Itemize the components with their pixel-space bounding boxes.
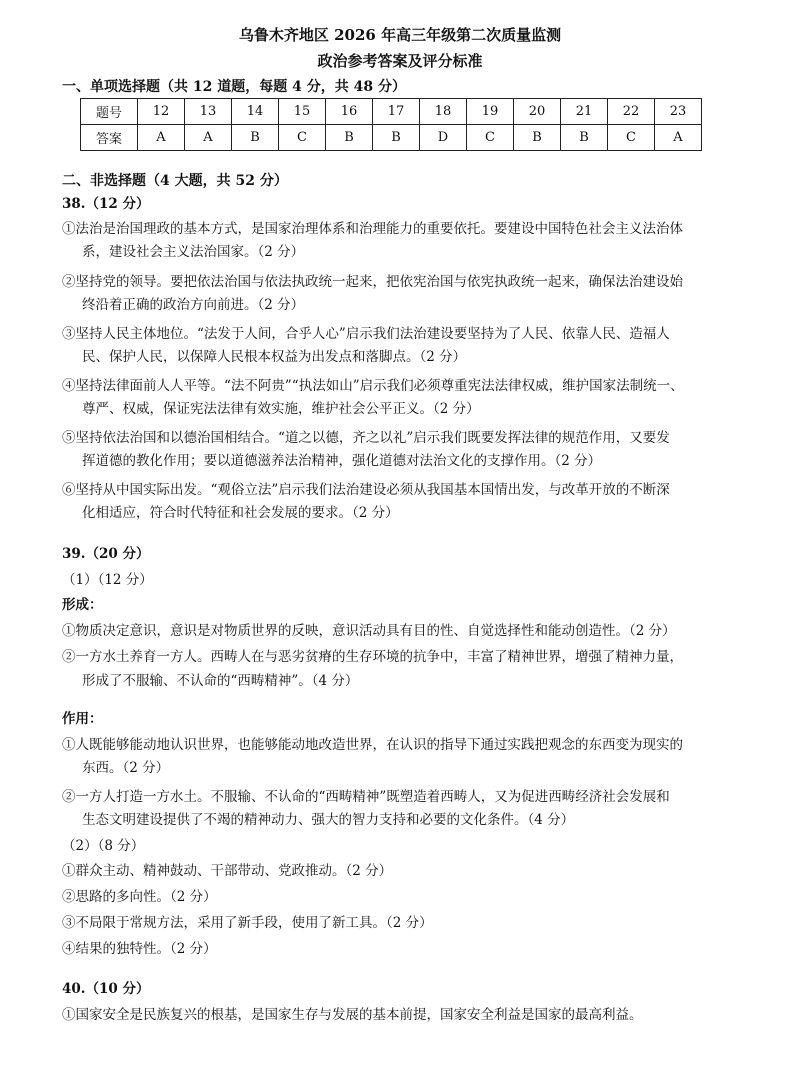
question-number: 19 <box>467 99 514 125</box>
q40-line: ①国家安全是民族复兴的根基，是国家生存与发展的基本前提，国家安全利益是国家的最高利益。 <box>62 1007 643 1023</box>
answer-cell: C <box>467 125 514 151</box>
q38-line: 化相适应，符合时代特征和社会发展的要求。（2 分） <box>82 505 399 521</box>
row-label-answer: 答案 <box>81 125 138 151</box>
answer-row <box>81 125 702 151</box>
q38-heading: 38.（12 分） <box>62 196 150 212</box>
question-number: 16 <box>326 99 373 125</box>
effect-line: ①人既能够能动地认识世界，也能够能动地改造世界，在认识的指导下通过实践把观念的东西变为现实的 <box>62 737 683 753</box>
formation-line: ②一方水土养育一方人。西畴人在与恶劣贫瘠的生存环境的抗争中，丰富了精神世界，增强了精神力量， <box>62 649 683 665</box>
answer-cell: D <box>420 125 467 151</box>
effect-line: 生态文明建设提供了不竭的精神动力、强大的智力支持和必要的文化条件。（4 分） <box>82 812 575 828</box>
question-number: 14 <box>232 99 279 125</box>
part2-line: ④结果的独特性。（2 分） <box>62 941 217 957</box>
answer-cell: B <box>326 125 373 151</box>
answer-cell: B <box>514 125 561 151</box>
document-title: 乌鲁木齐地区 2026 年高三年级第二次质量监测 <box>238 26 562 44</box>
q38-line: ⑥坚持从中国实际出发。“观俗立法”启示我们法治建设必须从我国基本国情出发，与改革开放的不断深 <box>62 482 670 498</box>
question-number: 13 <box>185 99 232 125</box>
q39-heading: 39.（20 分） <box>62 546 150 562</box>
question-number: 23 <box>655 99 702 125</box>
question-number: 21 <box>561 99 608 125</box>
q38-line: ②坚持党的领导。要把依法治国与依法执政统一起来，把依宪治国与依宪执政统一起来，确保法治建设始 <box>62 274 683 290</box>
answer-cell: B <box>232 125 279 151</box>
answer-cell: C <box>279 125 326 151</box>
q38-line: 尊严、权威，保证宪法法律有效实施，维护社会公平正义。（2 分） <box>82 401 480 417</box>
effect-line: ②一方人打造一方水土。不服输、不认命的“西畴精神”既塑造着西畴人，又为促进西畴经济社会发展和 <box>62 789 670 805</box>
answer-cell: A <box>185 125 232 151</box>
q38-line: 民、保护人民，以保障人民根本权益为出发点和落脚点。（2 分） <box>82 349 467 365</box>
answer-cell: A <box>655 125 702 151</box>
answer-cell: A <box>138 125 185 151</box>
question-number: 22 <box>608 99 655 125</box>
answer-cell: B <box>373 125 420 151</box>
q39-part2-heading: （2）（8 分） <box>62 838 145 854</box>
q38-line: ③坚持人民主体地位。“法发于人间，合乎人心”启示我们法治建设要坚持为了人民、依靠人民、造福人 <box>62 326 670 342</box>
section2-heading: 二、非选择题（4 大题，共 52 分） <box>62 173 288 189</box>
q39-part1-heading: （1）（12 分） <box>62 572 153 588</box>
part2-line: ①群众主动、精神鼓动、干部带动、党政推动。（2 分） <box>62 863 393 879</box>
effect-line: 东西。（2 分） <box>82 760 170 776</box>
part2-line: ②思路的多向性。（2 分） <box>62 889 217 905</box>
answer-cell: B <box>561 125 608 151</box>
q38-line: ⑤坚持依法治国和以德治国相结合。“道之以德，齐之以礼”启示我们既要发挥法律的规范作用，又要发 <box>62 430 670 446</box>
q38-line: 终沿着正确的政治方向前进。（2 分） <box>82 297 305 313</box>
q38-line: 挥道德的教化作用；要以道德滋养法治精神，强化道德对法治文化的支撑作用。（2 分） <box>82 453 602 469</box>
document-subtitle: 政治参考答案及评分标准 <box>317 52 483 70</box>
formation-line: 形成了不服输、不认命的“西畴精神”。（4 分） <box>82 673 359 689</box>
part2-line: ③不局限于常规方法，采用了新手段，使用了新工具。（2 分） <box>62 915 433 931</box>
formation-line: ①物质决定意识，意识是对物质世界的反映，意识活动具有目的性、自觉选择性和能动创造性。（2 分） <box>62 623 676 639</box>
section1-heading: 一、单项选择题（共 12 道题，每题 4 分，共 48 分） <box>62 79 406 95</box>
question-number: 20 <box>514 99 561 125</box>
answer-cell: C <box>608 125 655 151</box>
formation-label: 形成： <box>62 597 103 613</box>
question-number: 12 <box>138 99 185 125</box>
row-label-number: 题号 <box>81 99 138 125</box>
effect-label: 作用： <box>62 711 103 727</box>
question-number: 17 <box>373 99 420 125</box>
q40-heading: 40.（10 分） <box>62 981 150 997</box>
q38-line: ①法治是治国理政的基本方式，是国家治理体系和治理能力的重要依托。要建设中国特色社会主义法治体 <box>62 221 683 237</box>
q38-line: 系，建设社会主义法治国家。（2 分） <box>82 244 305 260</box>
q38-line: ④坚持法律面前人人平等。“法不阿贵”“执法如山”启示我们必须尊重宪法法律权威，维护国家法制统一、 <box>62 378 684 394</box>
question-number-row <box>81 99 702 125</box>
question-number: 15 <box>279 99 326 125</box>
question-number: 18 <box>420 99 467 125</box>
answer-table <box>80 98 702 151</box>
